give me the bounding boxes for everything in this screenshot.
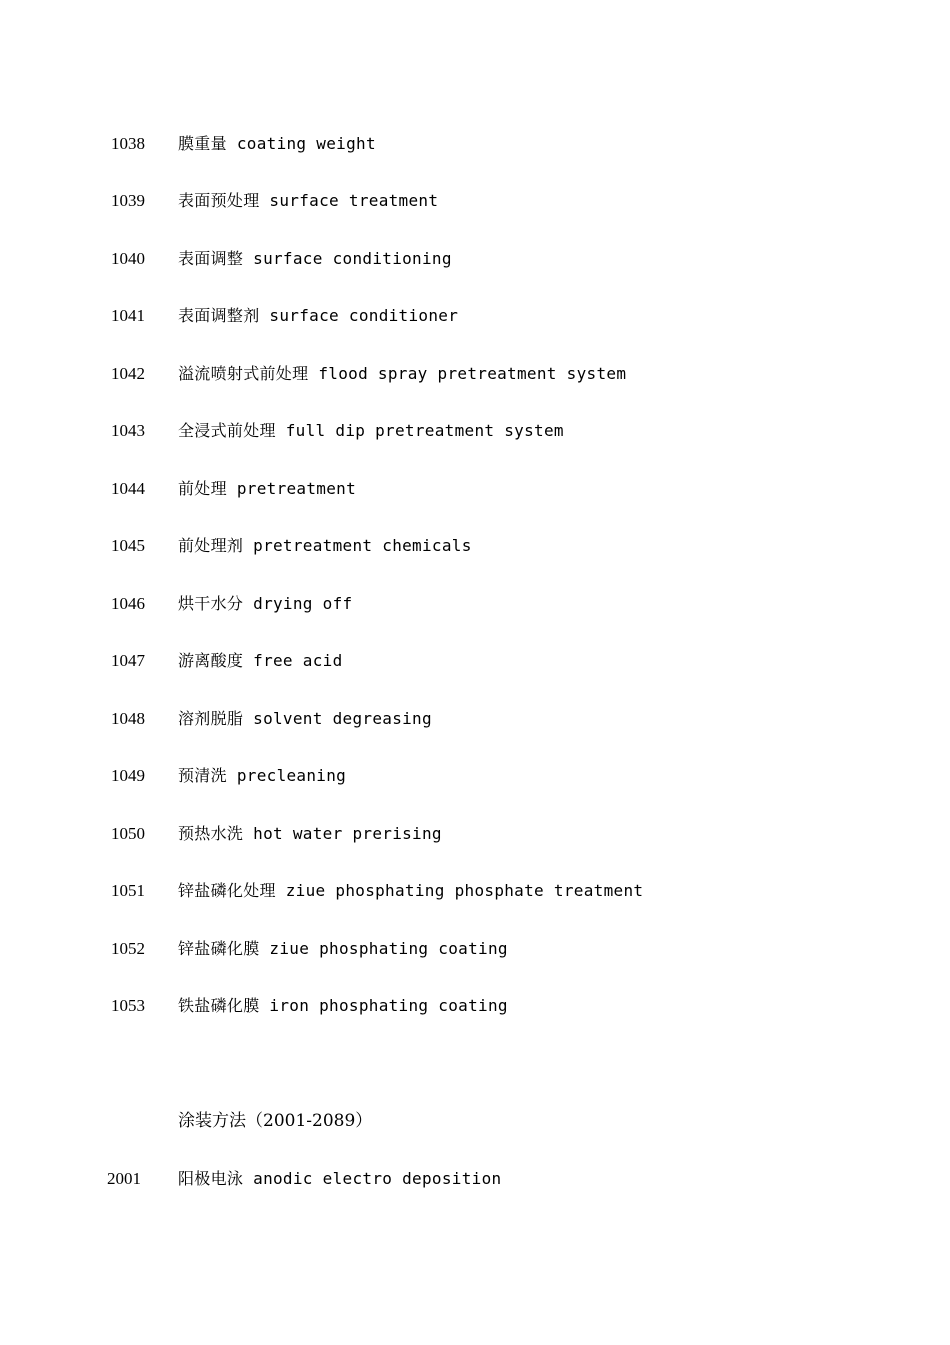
entry-term: 锌盐磷化膜 ziue phosphating coating xyxy=(178,939,508,958)
entry-term: 表面调整 surface conditioning xyxy=(178,249,452,268)
entry-number: 1051 xyxy=(111,881,145,900)
list-item xyxy=(0,477,950,501)
list-item xyxy=(0,189,950,213)
entry-term: 前处理剂 pretreatment chemicals xyxy=(178,536,472,555)
entry-number: 1044 xyxy=(111,479,145,498)
list-item xyxy=(0,994,950,1018)
list-item xyxy=(0,822,950,846)
entry-term: 游离酸度 free acid xyxy=(178,651,343,670)
entry-term: 铁盐磷化膜 iron phosphating coating xyxy=(178,996,508,1015)
entry-term: 预清洗 precleaning xyxy=(178,766,347,785)
entry-term: 烘干水分 drying off xyxy=(178,594,353,613)
list-item xyxy=(0,534,950,558)
list-item xyxy=(0,879,950,903)
list-item xyxy=(0,247,950,271)
list-item xyxy=(0,764,950,788)
entry-number: 1053 xyxy=(111,996,145,1015)
list-item xyxy=(0,707,950,731)
entry-term: 溢流喷射式前处理 flood spray pretreatment system xyxy=(178,364,627,383)
entry-term: 阳极电泳 anodic electro deposition xyxy=(178,1169,502,1188)
list-item xyxy=(0,649,950,673)
entry-number: 2001 xyxy=(107,1169,141,1188)
list-item xyxy=(0,419,950,443)
entry-term: 表面调整剂 surface conditioner xyxy=(178,306,459,325)
list-item xyxy=(0,937,950,961)
entry-number: 1047 xyxy=(111,651,145,670)
entry-number: 1045 xyxy=(111,536,145,555)
entry-number: 1040 xyxy=(111,249,145,268)
entry-number: 1038 xyxy=(111,134,145,153)
entry-number: 1050 xyxy=(111,824,145,843)
entry-number: 1052 xyxy=(111,939,145,958)
list-item xyxy=(0,362,950,386)
entry-term: 前处理 pretreatment xyxy=(178,479,357,498)
entry-term: 预热水洗 hot water prerising xyxy=(178,824,442,843)
entry-term: 膜重量 coating weight xyxy=(178,134,376,153)
entry-number: 1042 xyxy=(111,364,145,383)
entry-term: 锌盐磷化处理 ziue phosphating phosphate treatment xyxy=(178,881,644,900)
entry-number: 1048 xyxy=(111,709,145,728)
entry-number: 1049 xyxy=(111,766,145,785)
list-item xyxy=(0,304,950,328)
entry-term: 全浸式前处理 full dip pretreatment system xyxy=(178,421,564,440)
list-item xyxy=(0,1167,950,1191)
entry-term: 溶剂脱脂 solvent degreasing xyxy=(178,709,432,728)
list-item xyxy=(0,592,950,616)
entry-number: 1039 xyxy=(111,191,145,210)
entry-term: 表面预处理 surface treatment xyxy=(178,191,439,210)
section-heading: 涂装方法（2001-2089） xyxy=(178,1111,373,1131)
entry-number: 1046 xyxy=(111,594,145,613)
entry-number: 1041 xyxy=(111,306,145,325)
list-item xyxy=(0,132,950,156)
entry-number: 1043 xyxy=(111,421,145,440)
